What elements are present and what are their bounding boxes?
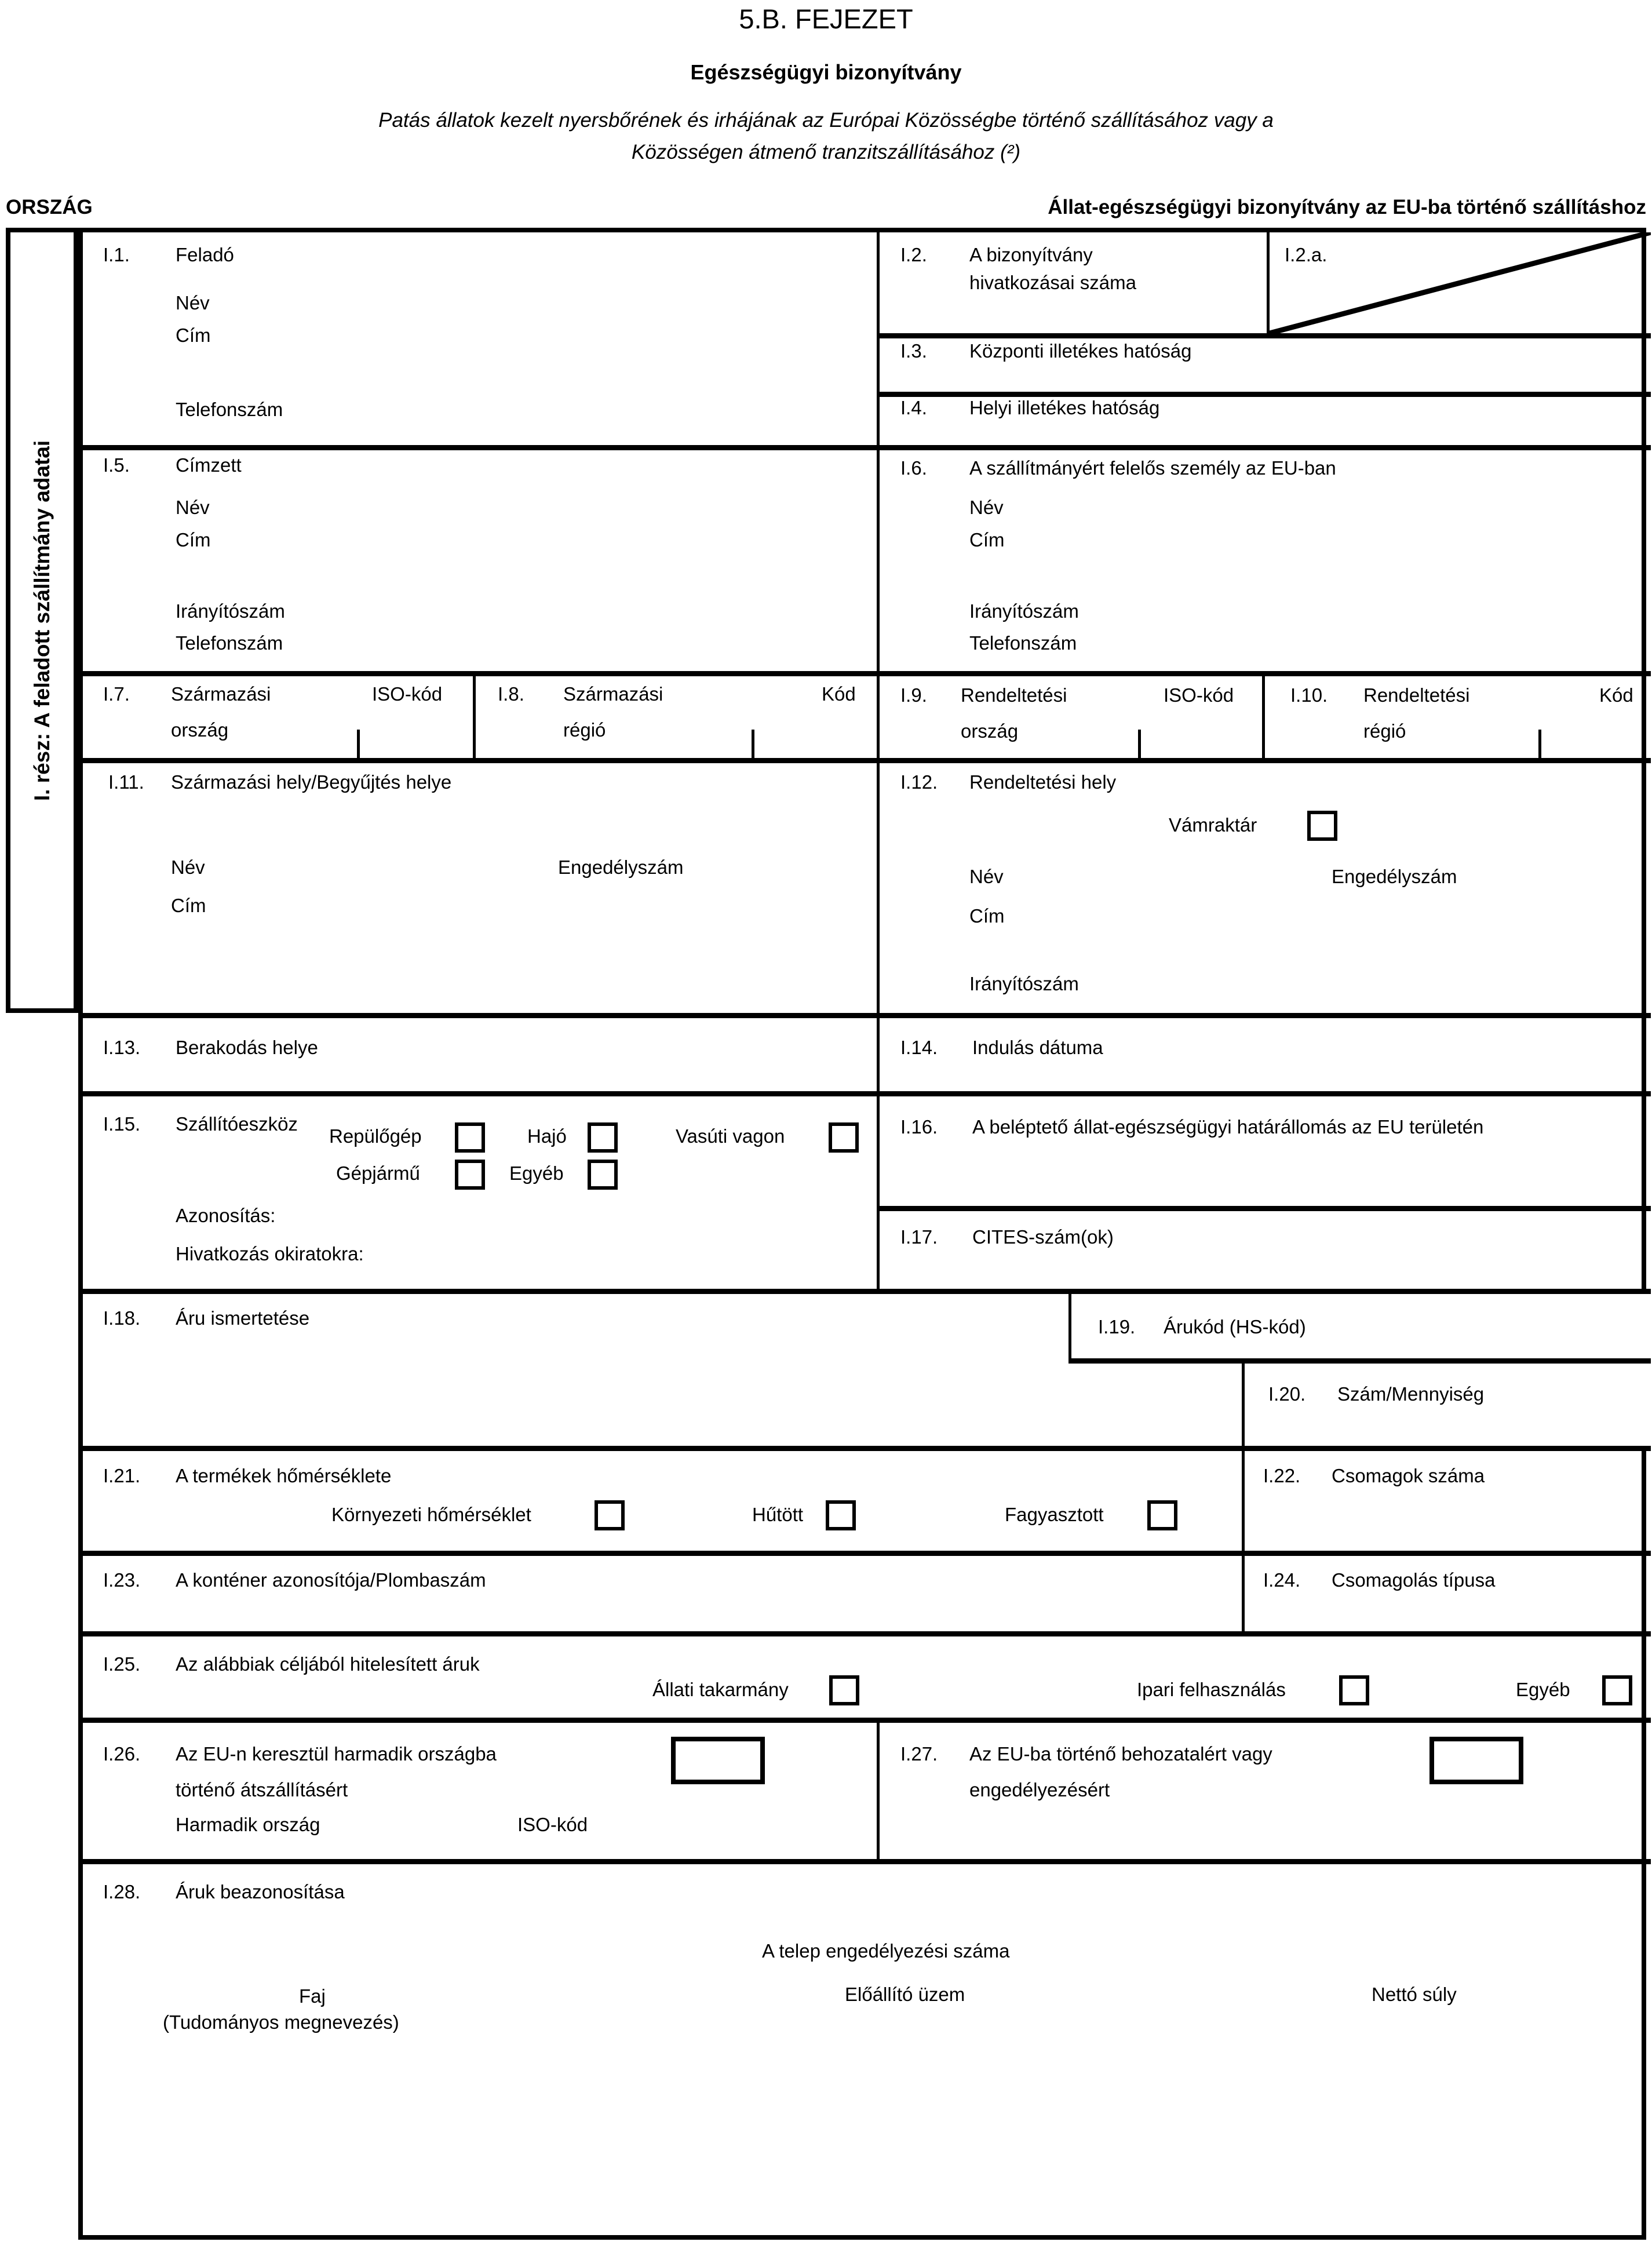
- i6-name-label: Név: [969, 497, 1004, 518]
- i21-number: I.21.: [103, 1465, 141, 1486]
- i7-code-tick: [357, 730, 360, 758]
- i11-approval-label: Engedélyszám: [558, 856, 684, 878]
- chapter-title: 5.B. FEJEZET: [739, 3, 913, 34]
- i26-entry-box[interactable]: [671, 1737, 765, 1784]
- i9-title-line1: Rendeltetési: [961, 684, 1067, 706]
- i10-code-tick: [1538, 730, 1541, 758]
- cell-i23: [83, 1551, 1242, 1631]
- i25-number: I.25.: [103, 1653, 141, 1675]
- country-label: ORSZÁG: [6, 196, 93, 218]
- i12-address-label: Cím: [969, 905, 1005, 927]
- checkbox-other-transport[interactable]: [588, 1160, 618, 1190]
- i24-title: Csomagolás típusa: [1332, 1569, 1496, 1591]
- i5-name-label: Név: [176, 497, 210, 518]
- checkbox-ambient-temperature[interactable]: [595, 1500, 625, 1530]
- i6-address-label: Cím: [969, 529, 1005, 551]
- i4-number: I.4.: [900, 397, 927, 418]
- i6-title: A szállítmányért felelős személy az EU-ban: [969, 457, 1336, 479]
- form-table: [78, 228, 1646, 2240]
- checkbox-industrial-use[interactable]: [1339, 1675, 1369, 1705]
- i10-code-label: Kód: [1599, 684, 1633, 706]
- i21-title: A termékek hőmérséklete: [176, 1465, 392, 1486]
- i12-postal-label: Irányítószám: [969, 973, 1079, 994]
- checkbox-animal-feed[interactable]: [829, 1675, 859, 1705]
- i5-postal-label: Irányítószám: [176, 600, 285, 622]
- i20-title: Szám/Mennyiség: [1337, 1383, 1485, 1405]
- i7-number: I.7.: [103, 683, 130, 705]
- i13-title: Berakodás helye: [176, 1037, 318, 1058]
- i26-title-line1: Az EU-n keresztül harmadik országba: [176, 1743, 497, 1765]
- checkbox-airplane[interactable]: [455, 1122, 485, 1153]
- i8-title-line2: régió: [563, 719, 606, 741]
- i22-title: Csomagok száma: [1332, 1465, 1485, 1486]
- i27-title-line1: Az EU-ba történő behozatalért vagy: [969, 1743, 1272, 1765]
- i25-option-industrial-label: Ipari felhasználás: [1137, 1679, 1286, 1700]
- cell-i16: [877, 1091, 1651, 1206]
- i11-title: Származási hely/Begyűjtés helye: [171, 771, 452, 793]
- i2-title-line2: hivatkozásai száma: [969, 272, 1136, 293]
- i11-number: I.11.: [108, 771, 144, 793]
- i7-title-line1: Származási: [171, 683, 271, 705]
- i28-title: Áruk beazonosítása: [176, 1881, 345, 1902]
- i28-number: I.28.: [103, 1881, 141, 1902]
- i24-number: I.24.: [1263, 1569, 1301, 1591]
- i2-number: I.2.: [900, 244, 927, 265]
- i1-phone-label: Telefonszám: [176, 399, 283, 420]
- i10-title-line1: Rendeltetési: [1363, 684, 1470, 706]
- cell-i8: [473, 671, 877, 758]
- i26-third-country-label: Harmadik ország: [176, 1814, 320, 1835]
- i13-number: I.13.: [103, 1037, 141, 1058]
- checkbox-chilled[interactable]: [826, 1500, 856, 1530]
- i28-species-label: Faj: [299, 1985, 326, 2007]
- description-line1: Patás állatok kezelt nyersbőrének és irhájának az Európai Közösségbe történő szállításához vagy a: [378, 109, 1274, 132]
- i12-approval-label: Engedélyszám: [1332, 866, 1457, 887]
- i28-species-scientific-label: (Tudományos megnevezés): [163, 2011, 399, 2033]
- cell-i28: [83, 1859, 1651, 2235]
- i15-option-road-vehicle-label: Gépjármű: [336, 1162, 420, 1184]
- i10-number: I.10.: [1290, 684, 1328, 706]
- part-i-sidebar-label: I. rész: A feladott szállítmány adatai: [30, 440, 54, 801]
- i16-title: A beléptető állat-egészségügyi határállomás az EU területén: [972, 1116, 1484, 1138]
- i17-title: CITES-szám(ok): [972, 1226, 1114, 1248]
- i15-number: I.15.: [103, 1113, 141, 1135]
- i14-title: Indulás dátuma: [972, 1037, 1103, 1058]
- i5-title: Címzett: [176, 454, 242, 476]
- i26-code-label: ISO-kód: [517, 1814, 588, 1835]
- checkbox-ship[interactable]: [588, 1122, 618, 1153]
- i25-title: Az alábbiak céljából hitelesített áruk: [176, 1653, 480, 1675]
- cell-i20: [1242, 1364, 1651, 1446]
- i9-title-line2: ország: [961, 720, 1019, 742]
- cell-i11: [83, 758, 877, 1013]
- certificate-subtitle: Egészségügyi bizonyítvány: [690, 60, 962, 84]
- i22-number: I.22.: [1263, 1465, 1301, 1486]
- i28-net-weight-label: Nettó súly: [1372, 1984, 1457, 2005]
- i26-number: I.26.: [103, 1743, 141, 1765]
- i25-option-other-label: Egyéb: [1516, 1679, 1570, 1700]
- checkbox-other-purpose[interactable]: [1602, 1675, 1632, 1705]
- i15-option-ship-label: Hajó: [527, 1125, 567, 1147]
- i15-option-other-label: Egyéb: [509, 1162, 564, 1184]
- i12-title: Rendeltetési hely: [969, 771, 1117, 793]
- i6-number: I.6.: [900, 457, 927, 479]
- i11-name-label: Név: [171, 856, 205, 878]
- checkbox-customs-warehouse[interactable]: [1307, 811, 1337, 841]
- i5-phone-label: Telefonszám: [176, 632, 283, 654]
- i3-number: I.3.: [900, 340, 927, 362]
- i4-title: Helyi illetékes hatóság: [969, 397, 1160, 418]
- i23-title: A konténer azonosítója/Plombaszám: [176, 1569, 486, 1591]
- cell-i22: [1242, 1446, 1651, 1551]
- i15-title: Szállítóeszköz: [176, 1113, 298, 1135]
- i28-plant-label: Előállító üzem: [845, 1984, 965, 2005]
- i23-number: I.23.: [103, 1569, 141, 1591]
- description-line2: Közösségen átmenő tranzitszállításához (²): [631, 141, 1021, 163]
- checkbox-road-vehicle[interactable]: [455, 1160, 485, 1190]
- i27-title-line2: engedélyezésért: [969, 1779, 1110, 1800]
- i11-address-label: Cím: [171, 895, 206, 916]
- i1-address-label: Cím: [176, 325, 211, 346]
- i12-name-label: Név: [969, 866, 1004, 887]
- i27-entry-box[interactable]: [1429, 1737, 1523, 1784]
- i2a-number: I.2.a.: [1285, 244, 1328, 265]
- i20-number: I.20.: [1268, 1383, 1306, 1405]
- i14-number: I.14.: [900, 1037, 938, 1058]
- i15-option-airplane-label: Repülőgép: [329, 1125, 422, 1147]
- i6-postal-label: Irányítószám: [969, 600, 1079, 622]
- i9-code-tick: [1138, 730, 1141, 758]
- i12-customs-warehouse-label: Vámraktár: [1169, 814, 1257, 836]
- i8-title-line1: Származási: [563, 683, 663, 705]
- i9-code-label: ISO-kód: [1164, 684, 1234, 706]
- i15-identification-label: Azonosítás:: [176, 1205, 276, 1226]
- i19-number: I.19.: [1098, 1316, 1136, 1337]
- checkbox-frozen[interactable]: [1147, 1500, 1177, 1530]
- i8-code-label: Kód: [822, 683, 856, 705]
- i1-number: I.1.: [103, 244, 130, 265]
- i5-address-label: Cím: [176, 529, 211, 551]
- cell-i19: [1068, 1294, 1651, 1364]
- i7-title-line2: ország: [171, 719, 229, 741]
- i21-option-chilled-label: Hűtött: [752, 1504, 804, 1525]
- i17-number: I.17.: [900, 1226, 938, 1248]
- i28-approval-number-label: A telep engedélyezési száma: [762, 1940, 1010, 1962]
- part-i-sidebar: [6, 228, 78, 1013]
- i8-code-tick: [752, 730, 754, 758]
- i12-number: I.12.: [900, 771, 938, 793]
- i7-code-label: ISO-kód: [372, 683, 443, 705]
- i1-title: Feladó: [176, 244, 234, 265]
- i19-title: Árukód (HS-kód): [1164, 1316, 1306, 1337]
- checkbox-railway-wagon[interactable]: [829, 1122, 859, 1153]
- i3-title: Központi illetékes hatóság: [969, 340, 1192, 362]
- i26-title-line2: történő átszállításért: [176, 1779, 348, 1800]
- cell-i21: [83, 1446, 1242, 1551]
- certificate-type-label: Állat-egészségügyi bizonyítvány az EU-ba történő szállításhoz: [1048, 196, 1646, 218]
- i15-doc-reference-label: Hivatkozás okiratokra:: [176, 1243, 364, 1264]
- i21-option-frozen-label: Fagyasztott: [1005, 1504, 1104, 1525]
- i16-number: I.16.: [900, 1116, 938, 1138]
- i9-number: I.9.: [900, 684, 927, 706]
- i8-number: I.8.: [498, 683, 524, 705]
- i5-number: I.5.: [103, 454, 130, 476]
- i15-option-railway-label: Vasúti vagon: [676, 1125, 785, 1147]
- i21-option-ambient-label: Környezeti hőmérséklet: [331, 1504, 531, 1525]
- i25-option-animal-feed-label: Állati takarmány: [652, 1679, 789, 1700]
- i18-number: I.18.: [103, 1307, 141, 1329]
- i1-name-label: Név: [176, 292, 210, 314]
- i10-title-line2: régió: [1363, 720, 1406, 742]
- i2-title-line1: A bizonyítvány: [969, 244, 1093, 265]
- cell-i24: [1242, 1551, 1651, 1631]
- i18-title: Áru ismertetése: [176, 1307, 310, 1329]
- i27-number: I.27.: [900, 1743, 938, 1765]
- i6-phone-label: Telefonszám: [969, 632, 1077, 654]
